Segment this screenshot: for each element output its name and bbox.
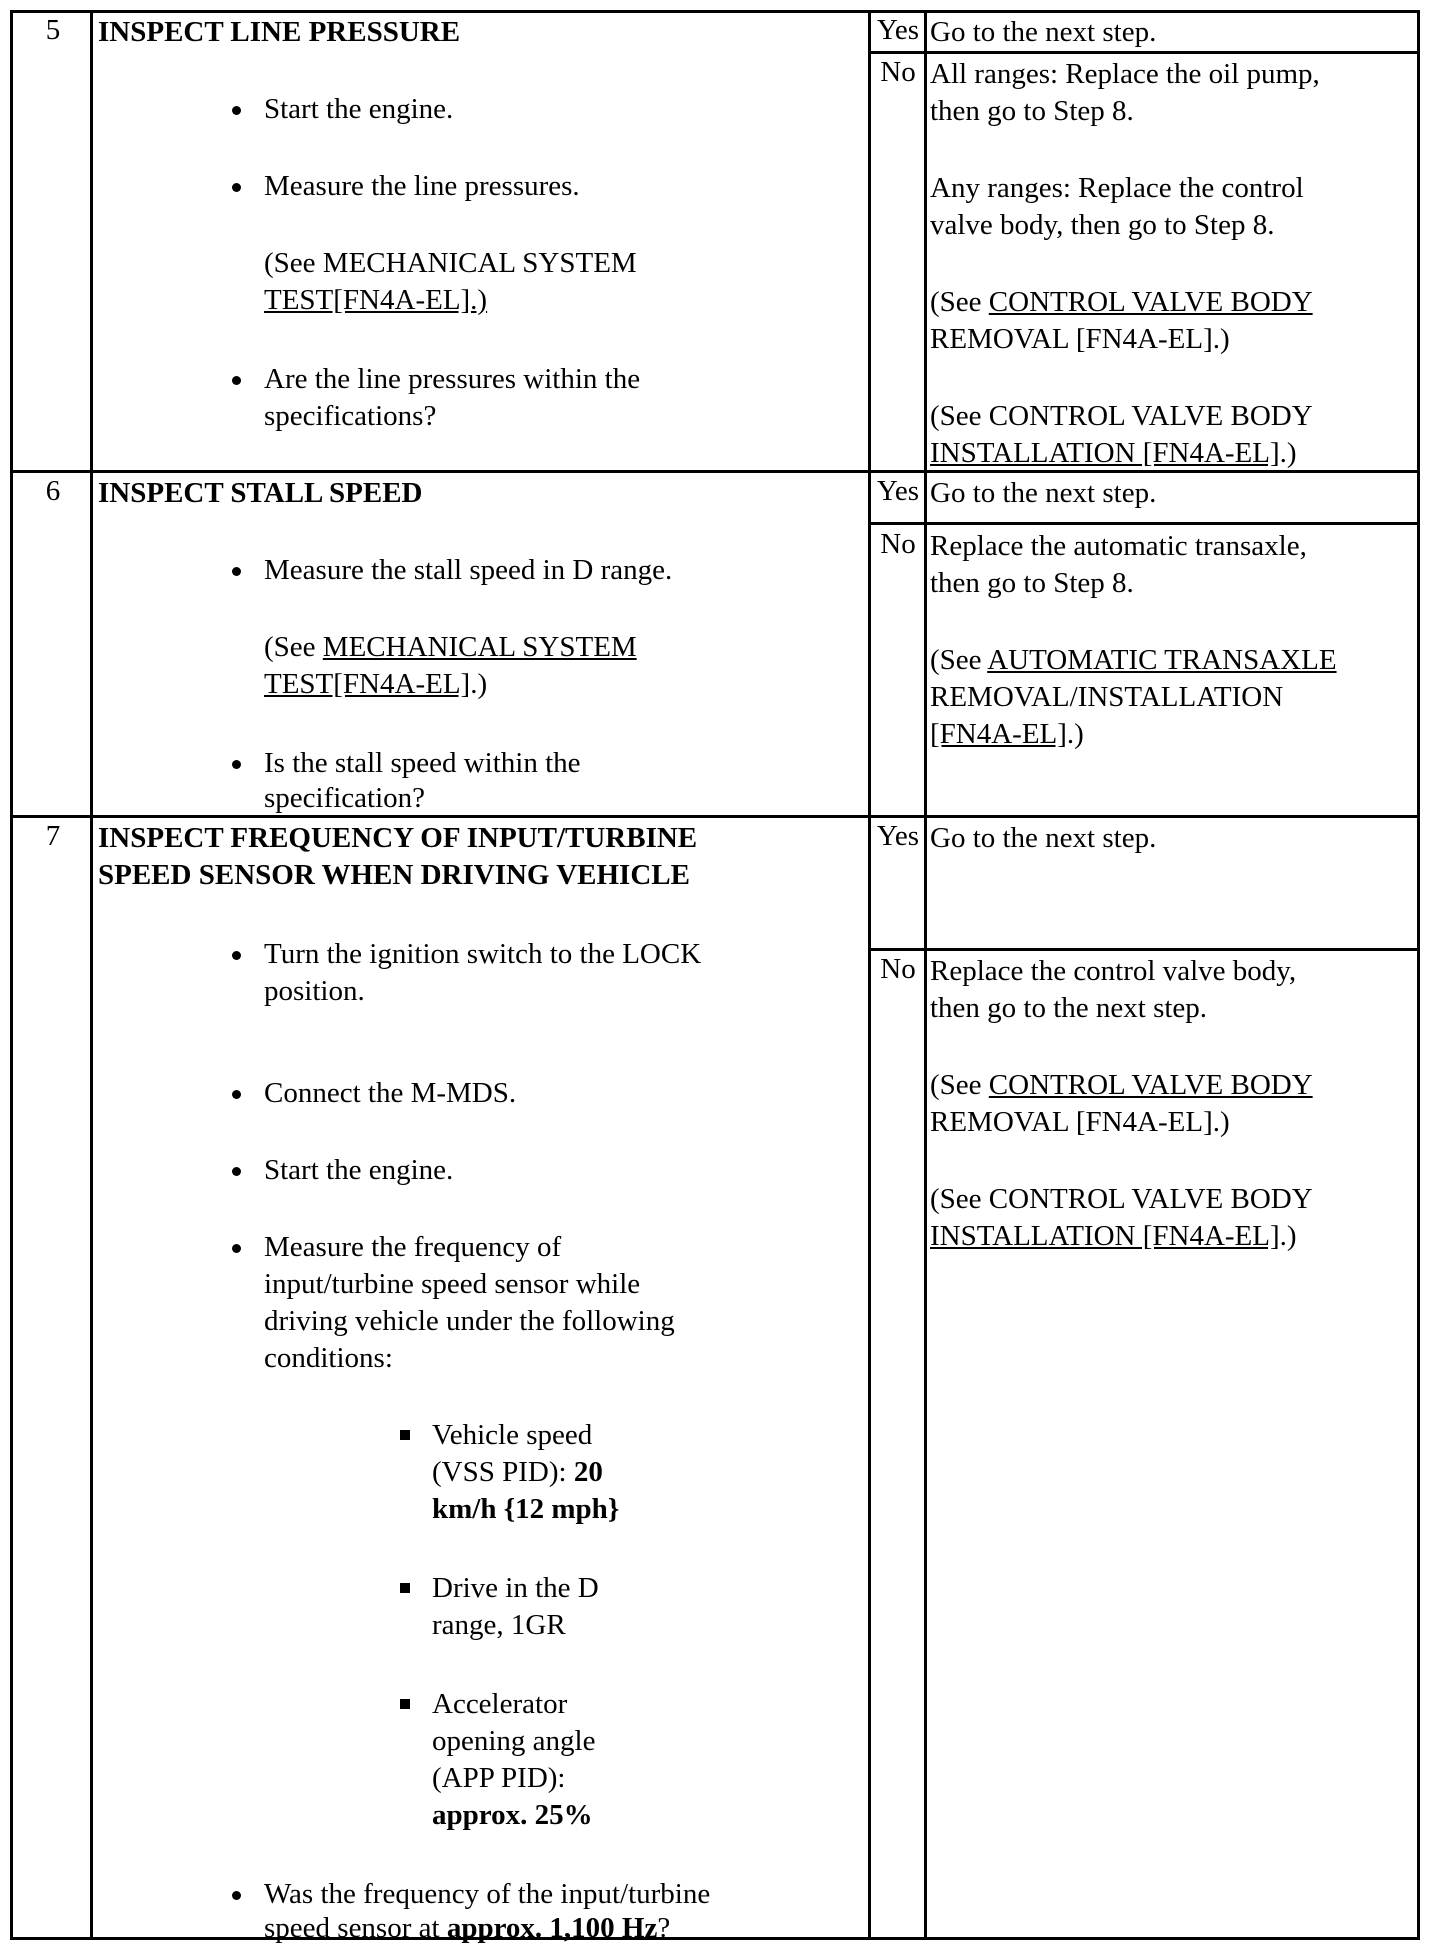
yesno-separator-6 [868, 522, 1420, 525]
step6-ref-line1 [930, 642, 1337, 679]
step7-s1-line2 [432, 1454, 603, 1491]
step7-s3-line3: (APP PID): [432, 1762, 566, 1794]
step7-b4-line4: conditions: [264, 1342, 393, 1374]
step6-question-line2: specification? [264, 782, 426, 814]
step5-bullet-measure: Measure the line pressures. [264, 170, 580, 202]
step5-no-line4: valve body, then go to Step 8. [930, 209, 1275, 241]
bullet-dot [232, 1167, 241, 1176]
step5-bullet-start-engine: Start the engine. [264, 93, 454, 125]
bullet-dot [232, 1244, 241, 1253]
step-title-6: INSPECT STALL SPEED [98, 477, 423, 509]
bullet-dot [232, 1891, 241, 1900]
ref-prefix: (See [930, 1069, 989, 1101]
step7-s3-line2: opening angle [432, 1725, 596, 1757]
step7-b4-line1: Measure the frequency of [264, 1231, 562, 1263]
col-divider-action [924, 10, 927, 1940]
step5-ref2 [930, 435, 1297, 472]
step7-question-line1: Was the frequency of the input/turbine [264, 1878, 711, 1910]
step6-see-line2 [264, 666, 487, 703]
bullet-square [400, 1583, 410, 1593]
step-title-5: INSPECT LINE PRESSURE [98, 16, 461, 48]
q-prefix: speed sensor at [264, 1912, 447, 1944]
step-number-6: 6 [45, 475, 61, 507]
step-title-7-line1: INSPECT FREQUENCY OF INPUT/TURBINE [98, 822, 698, 854]
ref-prefix: (See [930, 644, 988, 676]
frequency-value: approx. 1,100 Hz [446, 1912, 658, 1944]
step5-ref2-link[interactable]: INSTALLATION [FN4A-EL] [930, 437, 1280, 469]
step-number-5: 5 [45, 14, 61, 46]
step7-no-line2: then go to the next step. [930, 992, 1208, 1024]
ref-prefix: (See [930, 286, 989, 318]
no-label: No [880, 56, 916, 88]
step5-see-line1: (See MECHANICAL SYSTEM [264, 247, 637, 279]
yesno-separator-7 [868, 948, 1420, 951]
step5-question-line1: Are the line pressures within the [264, 363, 641, 395]
vss-pid-label: (VSS PID): [432, 1456, 574, 1488]
col-divider-step [90, 10, 93, 1940]
step6-no-line2: then go to Step 8. [930, 567, 1134, 599]
step6-ref-line3 [930, 716, 1084, 753]
no-label: No [880, 528, 916, 560]
bullet-dot [232, 183, 241, 192]
ref-suffix: .) [1279, 437, 1297, 469]
step7-b1-line2: position. [264, 975, 365, 1007]
step6-question-line1: Is the stall speed within the [264, 747, 581, 779]
step7-s3-line1: Accelerator [432, 1688, 568, 1720]
bullet-square [400, 1430, 410, 1440]
bullet-square [400, 1699, 410, 1709]
step-title-7-line2: SPEED SENSOR WHEN DRIVING VEHICLE [98, 859, 690, 891]
step6-see-link[interactable]: MECHANICAL SYSTEM [322, 631, 637, 663]
bullet-dot [232, 376, 241, 385]
step5-ref1-link[interactable]: CONTROL VALVE BODY [988, 286, 1313, 318]
step5-ref1-line2: REMOVAL [FN4A-EL].) [930, 323, 1230, 355]
step7-ref1-line2: REMOVAL [FN4A-EL].) [930, 1106, 1230, 1138]
step7-b2: Connect the M-MDS. [264, 1077, 517, 1109]
step7-b4-line3: driving vehicle under the following [264, 1305, 675, 1337]
step7-ref1-link[interactable]: CONTROL VALVE BODY [988, 1069, 1313, 1101]
yes-label: Yes [876, 820, 920, 852]
see-prefix: (See [264, 631, 323, 663]
step7-ref2-link[interactable]: INSTALLATION [FN4A-EL] [930, 1220, 1280, 1252]
bullet-dot [232, 951, 241, 960]
step5-question-line2: specifications? [264, 400, 437, 432]
step7-b3: Start the engine. [264, 1154, 454, 1186]
yes-label: Yes [876, 14, 920, 46]
step5-ref1 [930, 284, 1313, 321]
no-label: No [880, 953, 916, 985]
ref-suffix: .) [1066, 718, 1084, 750]
step-number-7: 7 [45, 820, 61, 852]
bullet-dot [232, 567, 241, 576]
step5-no-line2: then go to Step 8. [930, 95, 1134, 127]
step7-ref2-line2 [930, 1218, 1297, 1255]
step6-see-link2[interactable]: TEST[FN4A-EL] [264, 668, 471, 700]
step7-question-line2 [264, 1910, 670, 1947]
step6-ref-link[interactable]: AUTOMATIC TRANSAXLE [987, 644, 1337, 676]
step5-no-line3: Any ranges: Replace the control [930, 172, 1304, 204]
step7-s2-line1: Drive in the D [432, 1572, 599, 1604]
bullet-dot [232, 760, 241, 769]
step7-s1-line3: km/h {12 mph} [432, 1493, 620, 1525]
vss-speed-value: 20 [573, 1456, 603, 1488]
step7-yes-action: Go to the next step. [930, 822, 1157, 854]
step7-b1-line1: Turn the ignition switch to the LOCK [264, 938, 702, 970]
step7-ref1-line1 [930, 1067, 1313, 1104]
step7-ref2-line1: (See CONTROL VALVE BODY [930, 1183, 1313, 1215]
step7-s2-line2: range, 1GR [432, 1609, 566, 1641]
bullet-dot [232, 1090, 241, 1099]
step5-ref2-line1: (See CONTROL VALVE BODY [930, 400, 1313, 432]
see-suffix: .) [470, 668, 488, 700]
step6-bullet-measure: Measure the stall speed in D range. [264, 554, 673, 586]
step6-see-line1 [264, 629, 637, 666]
col-divider-yesno [868, 10, 871, 1940]
step6-ref-link3[interactable]: [FN4A-EL] [930, 718, 1067, 750]
step6-yes-action: Go to the next step. [930, 477, 1157, 509]
step6-no-line1: Replace the automatic transaxle, [930, 530, 1307, 562]
yes-label: Yes [876, 475, 920, 507]
step5-no-line1: All ranges: Replace the oil pump, [930, 58, 1320, 90]
step5-yes-action: Go to the next step. [930, 16, 1157, 48]
step7-s1-line1: Vehicle speed [432, 1419, 593, 1451]
step7-b4-line2: input/turbine speed sensor while [264, 1268, 641, 1300]
step5-see-link[interactable]: TEST[FN4A-EL].) [264, 284, 488, 316]
yesno-separator-5 [868, 51, 1420, 54]
step7-s3-value: approx. 25% [432, 1799, 593, 1831]
step7-no-line1: Replace the control valve body, [930, 955, 1297, 987]
q-suffix: ? [657, 1912, 671, 1944]
bullet-dot [232, 106, 241, 115]
ref-suffix: .) [1279, 1220, 1297, 1252]
row-separator-6-7 [10, 815, 1420, 818]
step6-ref-line2: REMOVAL/INSTALLATION [930, 681, 1284, 713]
